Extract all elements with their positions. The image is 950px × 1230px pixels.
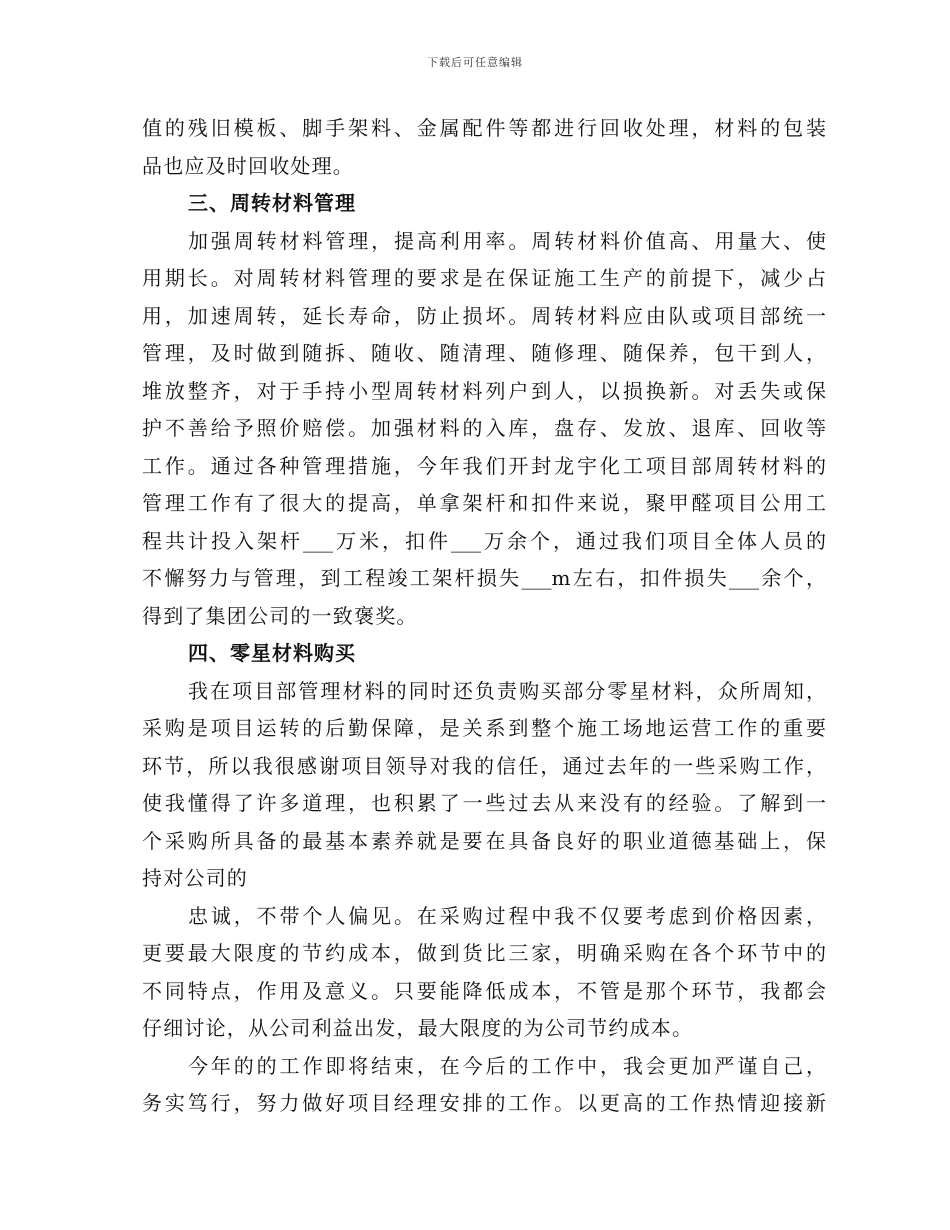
text-line: 品也应及时回收处理。 bbox=[142, 153, 354, 178]
text-line: 务实笃行，努力做好项目经理安排的工作。以更高的工作热情迎接新 bbox=[142, 1091, 826, 1115]
text-line: 更要最大限度的节约成本，做到货比三家，明确采购在各个环节中的 bbox=[142, 941, 826, 965]
text-line: 得到了集团公司的一致褒奖。 bbox=[142, 603, 418, 628]
text-line: 工作。通过各种管理措施，今年我们开封龙宇化工项目部周转材料的 bbox=[142, 453, 826, 478]
text-line: 不懈努力与管理，到工程竣工架杆损失___m左右，扣件损失___余个， bbox=[142, 566, 826, 590]
text-line: 采购是项目运转的后勤保障，是关系到整个施工场地运营工作的重要 bbox=[142, 716, 826, 740]
text-line: 今年的的工作即将结束，在今后的工作中，我会更加严谨自己， bbox=[188, 1053, 826, 1078]
section-heading: 四、零星材料购买 bbox=[188, 641, 356, 665]
text-line: 忠诚，不带个人偏见。在采购过程中我不仅要考虑到价格因素， bbox=[188, 903, 826, 928]
text-line: 持对公司的 bbox=[142, 866, 248, 890]
text-line: 使我懂得了许多道理，也积累了一些过去从来没有的经验。了解到一 bbox=[142, 791, 826, 815]
text-line: 管理，及时做到随拆、随收、随清理、随修理、随保养，包干到人， bbox=[142, 341, 826, 365]
page-header: 下载后可任意编辑 bbox=[427, 56, 523, 69]
text-line: 管理工作有了很大的提高，单拿架杆和扣件来说，聚甲醛项目公用工 bbox=[142, 491, 826, 515]
text-line: 我在项目部管理材料的同时还负责购买部分零星材料，众所周知， bbox=[188, 678, 826, 703]
text-line: 堆放整齐，对于手持小型周转材料列户到人，以损换新。对丢失或保 bbox=[142, 378, 826, 403]
text-line: 护不善给予照价赔偿。加强材料的入库，盘存、发放、退库、回收等 bbox=[142, 416, 826, 440]
text-line: 值的残旧模板、脚手架料、金属配件等都进行回收处理，材料的包装 bbox=[142, 116, 826, 140]
section-heading: 三、周转材料管理 bbox=[188, 191, 356, 215]
text-line: 环节，所以我很感谢项目领导对我的信任，通过去年的一些采购工作， bbox=[142, 753, 826, 778]
text-line: 个采购所具备的最基本素养就是要在具备良好的职业道德基础上，保 bbox=[142, 828, 826, 853]
document-body bbox=[142, 110, 826, 1123]
text-line: 用，加速周转，延长寿命，防止损坏。周转材料应由队或项目部统一 bbox=[142, 303, 826, 328]
text-line: 仔细讨论，从公司利益出发，最大限度的为公司节约成本。 bbox=[142, 1016, 694, 1040]
text-line: 用期长。对周转材料管理的要求是在保证施工生产的前提下，减少占 bbox=[142, 266, 826, 290]
text-line: 不同特点，作用及意义。只要能降低成本，不管是那个环节，我都会 bbox=[142, 978, 826, 1003]
text-line: 程共计投入架杆___万米，扣件___万余个，通过我们项目全体人员的 bbox=[142, 528, 826, 553]
text-line: 加强周转材料管理，提高利用率。周转材料价值高、用量大、使 bbox=[188, 228, 826, 253]
